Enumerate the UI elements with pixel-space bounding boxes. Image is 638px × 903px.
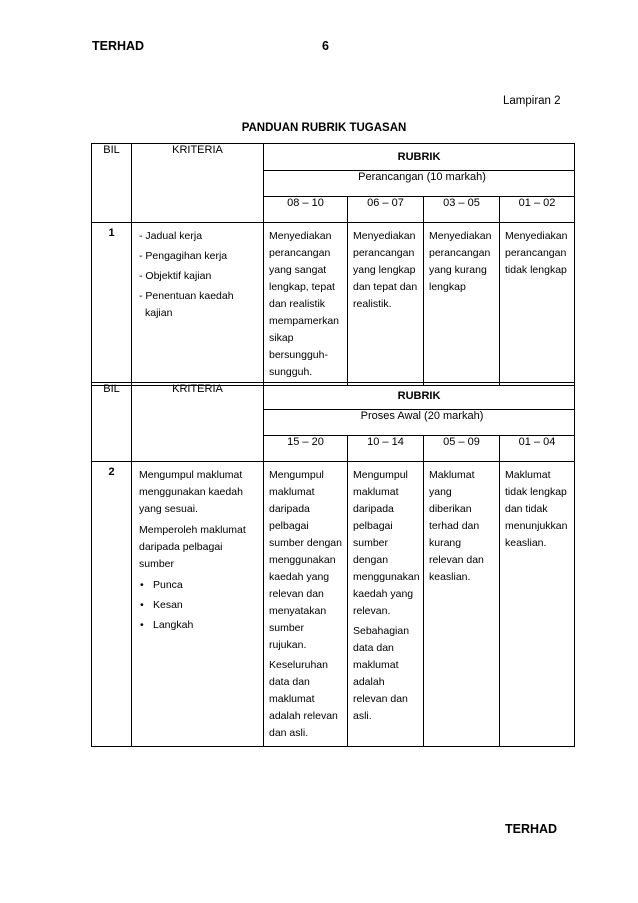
- rubric-descriptor: Maklumat yang diberikan terhad dan kurang relevan dan keaslian.: [424, 462, 500, 747]
- kriteria-text: Mengumpul maklumat menggunakan kaedah yang sesuai.: [139, 469, 243, 515]
- bil-header: BIL: [92, 144, 132, 223]
- kriteria-header: KRITERIA: [132, 144, 264, 223]
- bullet-item: • Kesan: [139, 597, 259, 614]
- kriteria-item: - Pengagihan kerja: [139, 250, 228, 262]
- rubrik-subheader: Perancangan (10 markah): [264, 171, 575, 197]
- score-range: 15 – 20: [264, 436, 348, 462]
- kriteria-header: KRITERIA: [132, 383, 264, 462]
- rubric-descriptor: Menyediakan perancangan yang sangat lengkap, tepat dan realistik mempamerkan sikap bersungguh-sungguh.: [264, 223, 348, 386]
- score-range: 08 – 10: [264, 197, 348, 223]
- kriteria-item: - Jadual kerja: [139, 230, 203, 242]
- rubrik-header: RUBRIK: [264, 383, 575, 410]
- rubric-table-perancangan: [91, 143, 575, 386]
- kriteria-cell: [132, 223, 264, 386]
- footer-classification: TERHAD: [505, 822, 558, 836]
- appendix-label: Lampiran 2: [503, 95, 561, 107]
- bullet-item: • Punca: [139, 577, 259, 594]
- kriteria-cell: [132, 462, 264, 747]
- rubric-descriptor: Mengumpul maklumat daripada pelbagai sumber dengan menggunakan kaedah yang relevan. Sebahagian data dan maklumat adalah relevan dan asli.: [348, 462, 424, 747]
- bullet-icon: •: [140, 599, 144, 611]
- bullet-icon: •: [140, 619, 144, 631]
- bil-header: BIL: [92, 383, 132, 462]
- rubric-descriptor: Menyediakan perancangan yang kurang lengkap: [424, 223, 500, 386]
- kriteria-item-continuation: kajian: [145, 307, 173, 319]
- rubric-descriptor: Menyediakan perancangan yang lengkap dan tepat dan realistik.: [348, 223, 424, 386]
- rubric-descriptor: Mengumpul maklumat daripada pelbagai sumber dengan menggunakan kaedah yang relevan dan menyatakan sumber rujukan. Keseluruhan data dan maklumat adalah relevan dan asli.: [264, 462, 348, 747]
- kriteria-text: Memperoleh maklumat daripada pelbagai sumber: [139, 524, 246, 570]
- score-range: 01 – 04: [500, 436, 575, 462]
- kriteria-bullet-list: [139, 577, 259, 634]
- rubric-descriptor: Menyediakan perancangan tidak lengkap: [500, 223, 575, 386]
- score-range: 05 – 09: [424, 436, 500, 462]
- row-number: 1: [92, 223, 132, 386]
- bullet-icon: •: [140, 579, 144, 591]
- kriteria-item: - Objektif kajian: [139, 270, 212, 282]
- rubric-table-proses-awal: [91, 382, 575, 747]
- bullet-item: • Langkah: [139, 617, 259, 634]
- row-number: 2: [92, 462, 132, 747]
- rubrik-subheader: Proses Awal (20 markah): [264, 410, 575, 436]
- rubrik-header: RUBRIK: [264, 144, 575, 171]
- score-range: 01 – 02: [500, 197, 575, 223]
- page-number: 6: [322, 39, 329, 53]
- score-range: 10 – 14: [348, 436, 424, 462]
- rubric-descriptor: Maklumat tidak lengkap dan tidak menunjukkan keaslian.: [500, 462, 575, 747]
- document-title: PANDUAN RUBRIK TUGASAN: [241, 122, 407, 134]
- kriteria-item: - Penentuan kaedah: [139, 290, 234, 302]
- score-range: 03 – 05: [424, 197, 500, 223]
- header-classification: TERHAD: [92, 39, 145, 53]
- score-range: 06 – 07: [348, 197, 424, 223]
